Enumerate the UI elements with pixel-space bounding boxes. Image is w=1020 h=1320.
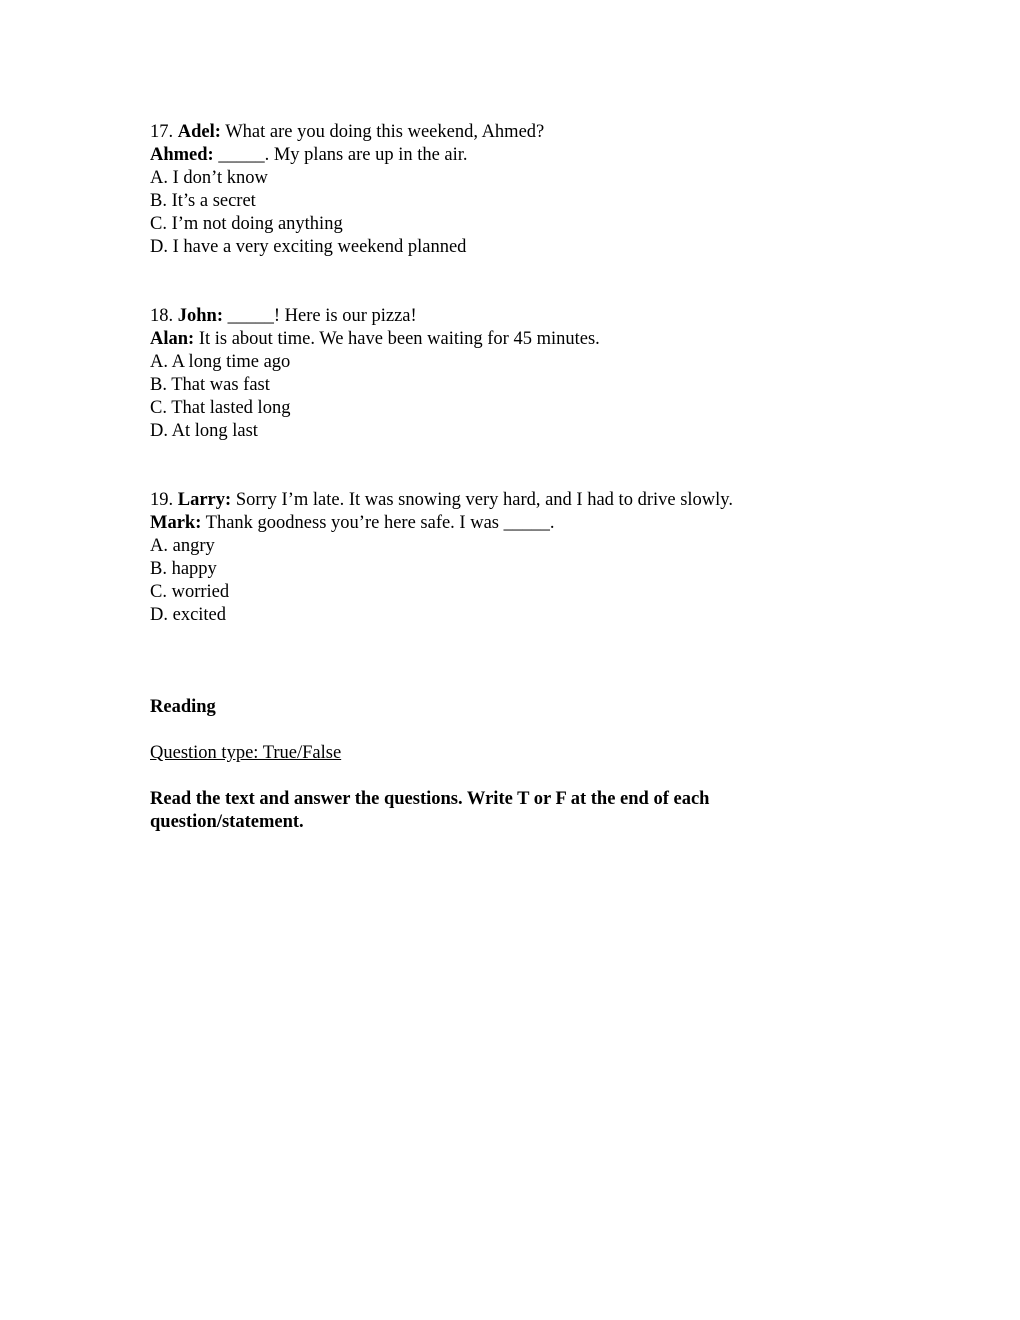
- option-c: C. I’m not doing anything: [150, 214, 343, 234]
- dialogue-text: Thank goodness you’re here safe. I was _____.: [201, 513, 555, 533]
- option-b: B. That was fast: [150, 375, 270, 395]
- dialogue-text: Sorry I’m late. It was snowing very hard, and I had to drive slowly.: [231, 490, 733, 510]
- speaker-name: John:: [177, 306, 223, 326]
- option-c: C. worried: [150, 582, 230, 602]
- option-d: D. At long last: [150, 421, 258, 441]
- option-a: A. A long time ago: [150, 352, 291, 372]
- question-response: [150, 328, 910, 351]
- question-prompt: [150, 489, 910, 512]
- question-18: [150, 305, 910, 443]
- section-heading: [150, 696, 910, 719]
- question-type-label: [150, 742, 910, 765]
- instruction-line-2: question/statement.: [150, 812, 304, 832]
- option-b: B. It’s a secret: [150, 191, 256, 211]
- speaker-name: Larry:: [177, 490, 232, 510]
- speaker-name: Alan:: [150, 329, 195, 349]
- spacer: [150, 259, 910, 305]
- option-d: D. I have a very exciting weekend planned: [150, 237, 467, 257]
- option-c: C. That lasted long: [150, 398, 291, 418]
- question-number: 19.: [150, 490, 174, 510]
- spacer: [150, 443, 910, 489]
- dialogue-text: _____! Here is our pizza!: [223, 306, 417, 326]
- question-number: 18.: [150, 306, 174, 326]
- document-page: [150, 121, 910, 834]
- option-a: A. I don’t know: [150, 168, 268, 188]
- question-19: [150, 489, 910, 627]
- spacer: [150, 765, 910, 788]
- speaker-name: Mark:: [150, 513, 202, 533]
- question-prompt: [150, 121, 910, 144]
- question-response: [150, 512, 910, 535]
- speaker-name: Adel:: [177, 122, 221, 142]
- dialogue-text: _____. My plans are up in the air.: [213, 145, 468, 165]
- option-d: D. excited: [150, 605, 227, 625]
- question-number: 17.: [150, 122, 174, 142]
- dialogue-text: It is about time. We have been waiting for 45 minutes.: [194, 329, 600, 349]
- dialogue-text: What are you doing this weekend, Ahmed?: [220, 122, 545, 142]
- instruction-line-1: Read the text and answer the questions. Write T or F at the end of each: [150, 789, 710, 809]
- speaker-name: Ahmed:: [150, 145, 214, 165]
- question-17: [150, 121, 910, 259]
- question-type-text: Question type: True/False: [150, 743, 342, 763]
- spacer: [150, 719, 910, 742]
- question-response: [150, 144, 910, 167]
- option-b: B. happy: [150, 559, 217, 579]
- question-prompt: [150, 305, 910, 328]
- spacer: [150, 627, 910, 696]
- reading-heading-text: Reading: [150, 697, 216, 717]
- option-a: A. angry: [150, 536, 215, 556]
